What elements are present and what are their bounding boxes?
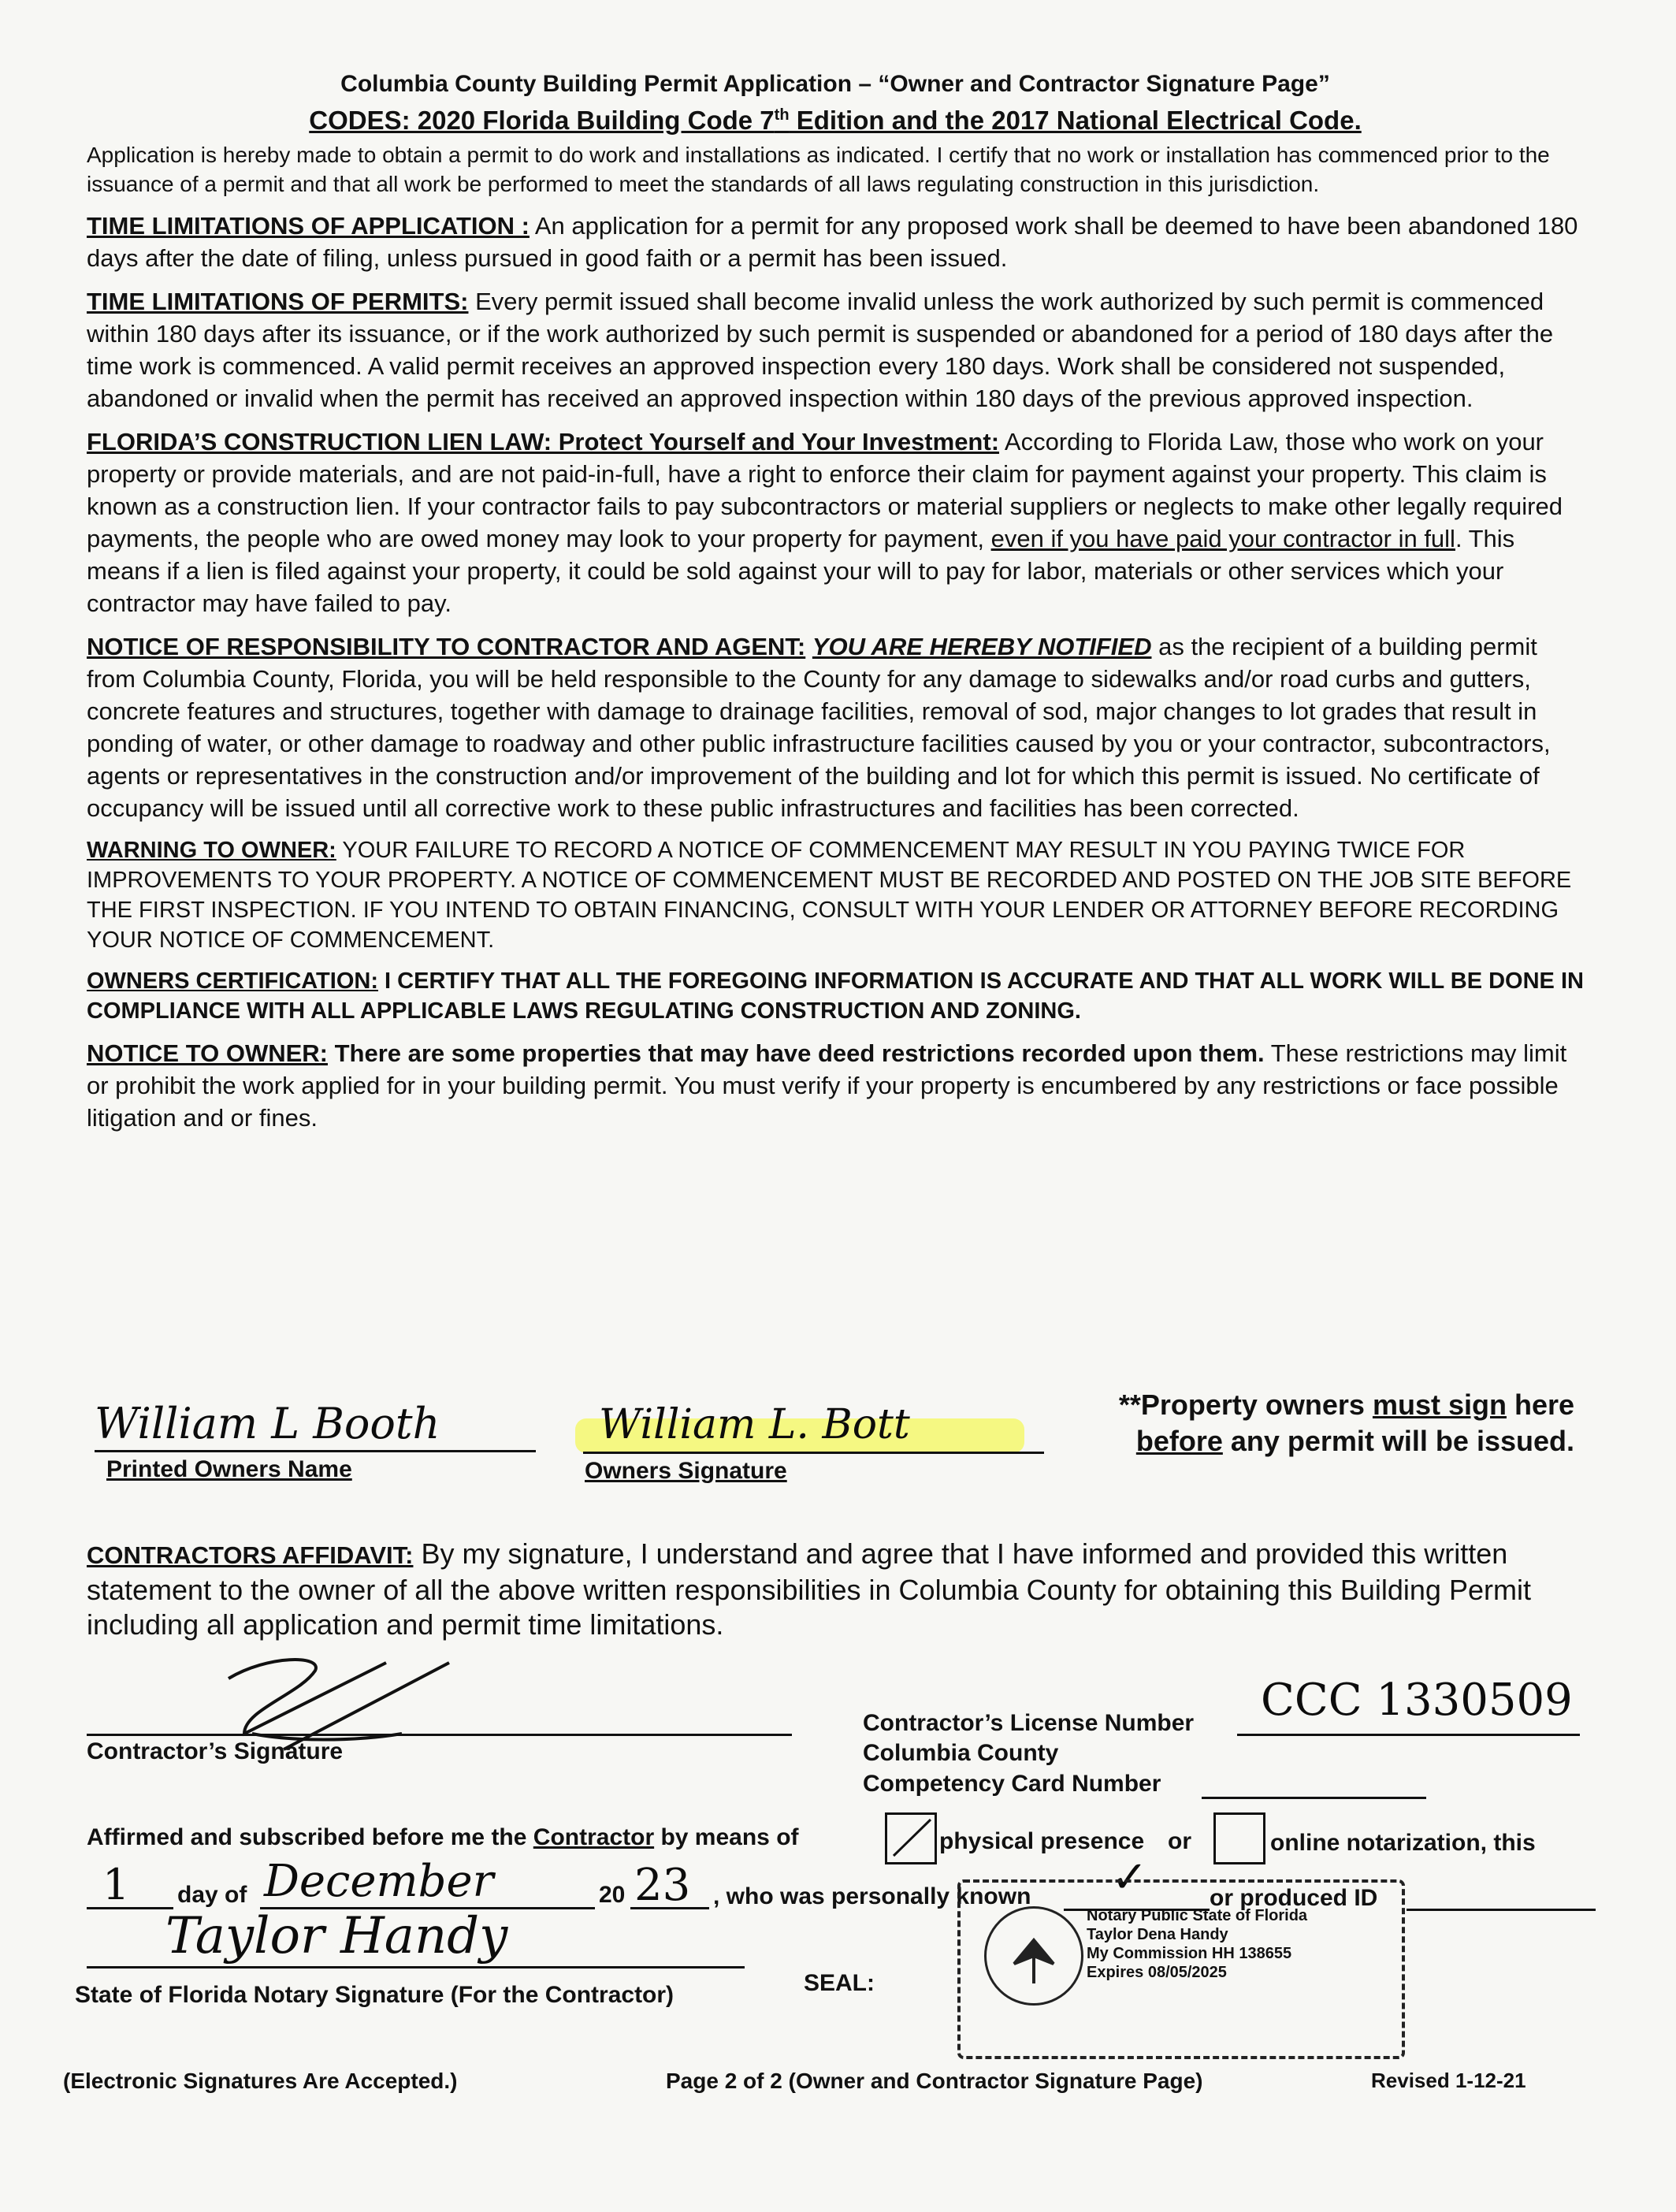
section-text: Every permit issued shall become invalid unless the work authorized by such permit is commenced within 180 days after its issuance, or if the work authorized by such permit is suspended or abandoned for a period of 180 days after the time work is commenced. A valid permit receives an approved inspection every 180 days. Work shall be considered not suspended, abandoned or invalid when the permit has received an approved inspection within 180 days of the previous approved inspection. — [87, 288, 1554, 412]
month-value: December — [264, 1856, 494, 1907]
day-line — [87, 1907, 173, 1909]
printed-owner-name-label: Printed Owners Name — [106, 1456, 352, 1482]
section-heading: CONTRACTORS AFFIDAVIT: — [87, 1541, 414, 1569]
contractor-signature-label: Contractor’s Signature — [87, 1738, 344, 1764]
day-value: 1 — [102, 1860, 130, 1909]
time-limitations-application — [87, 210, 1584, 274]
section-text: An application for a permit for any proposed work shall be deemed to have been abandoned 180 days after the date of filing, unless pursued in good faith or a permit has been issued. — [87, 212, 1578, 272]
intro-paragraph: Application is hereby made to obtain a permit to do work and installations as indicated. I certify that no work or installation has commenced prior to the issuance of a permit and that all work be performed to meet the standards of all laws regulating construction in this jurisdiction. — [87, 143, 1550, 196]
bold-text: There are some properties that may have deed restrictions recorded upon them. — [327, 1039, 1265, 1067]
year-value: 23 — [634, 1860, 691, 1911]
competency-card-label: Competency Card Number — [863, 1771, 1161, 1797]
or-label: or — [1168, 1828, 1191, 1854]
produced-id-line — [1407, 1909, 1596, 1911]
note-text: **Property owners — [1118, 1389, 1373, 1421]
section-heading: TIME LIMITATIONS OF PERMITS: — [87, 288, 469, 315]
italic-notice: YOU ARE HEREBY NOTIFIED — [812, 633, 1152, 660]
physical-presence-label: physical presence — [939, 1828, 1145, 1854]
codes-sup: th — [774, 106, 790, 124]
seal-text — [1087, 1906, 1307, 1982]
affirm-text: by means of — [654, 1824, 799, 1850]
personally-known-value: ✓ — [1111, 1852, 1148, 1903]
printed-owner-name-line — [95, 1450, 536, 1452]
eagle-icon — [987, 1909, 1081, 2003]
online-notarization-checkbox[interactable] — [1213, 1812, 1265, 1864]
competency-card-line — [1202, 1797, 1426, 1799]
owner-signature-line — [583, 1452, 1044, 1454]
section-text: I CERTIFY THAT ALL THE FOREGOING INFORMATION IS ACCURATE AND THAT ALL WORK WILL BE DONE IN COMPLIANCE WITH ALL APPLICABLE LAWS REGULATING CONSTRUCTION AND ZONING. — [87, 968, 1584, 1024]
affirm-underlined: Contractor — [533, 1824, 655, 1850]
notary-signature-label: State of Florida Notary Signature (For the Contractor) — [75, 1982, 674, 2008]
affirm-text: Affirmed and subscribed before me the — [87, 1824, 533, 1850]
seal-label: SEAL: — [804, 1970, 875, 1996]
day-of-label: day of — [177, 1882, 247, 1908]
section-text: According to Florida Law, those who work on your property or provide materials, and are not paid-in-full, have a right to enforce their claim for payment against your property. This claim is known as a construction lien. If your contractor fails to pay subcontractors or material suppliers or neglects to make other legally required payments, the people who are owed money may look to your property for payment, — [87, 428, 1563, 552]
check-slash-icon — [887, 1815, 935, 1862]
notice-of-responsibility — [87, 630, 1584, 824]
footer-page-number: Page 2 of 2 (Owner and Contractor Signature Page) — [666, 2069, 1203, 2093]
section-text: as the recipient of a building permit from Columbia County, Florida, you will be held responsible to the County for any damage to sidewalks and/or road curbs and gutters, concrete features and structures, together with damage to drainage facilities, removal of sod, major changes to lot grades that result in ponding of water, or other damage to roadway and other public infrastructure facilities caused by you or your contractor, subcontractors, agents or representatives in the construction and/or improvement of the building and lot for which this permit is issued. No certificate of occupancy will be issued until all corrective work to these public infrastructures and facilities has been corrected. — [87, 633, 1551, 822]
section-text: YOUR FAILURE TO RECORD A NOTICE OF COMMENCEMENT MAY RESULT IN YOU PAYING TWICE FOR IMPROVEMENTS TO YOUR PROPERTY. A NOTICE OF COMMENCEMENT MUST BE RECORDED AND POSTED ON THE JOB SITE BEFORE THE FIRST INSPECTION. IF YOU INTEND TO OBTAIN FINANCING, CONSULT WITH YOUR LENDER OR ATTORNEY BEFORE RECORDING YOUR NOTICE OF COMMENCEMENT. — [87, 838, 1572, 953]
document-body — [87, 71, 1584, 1145]
owner-signature-label: Owners Signature — [585, 1458, 787, 1484]
seal-line: Notary Public State of Florida — [1087, 1907, 1308, 1924]
section-text: By my signature, I understand and agree that I have informed and provided this written statement to the owner of all the above written responsibilities in Columbia County for obtaining this Building Permit including all application and permit time limitations. — [87, 1537, 1531, 1641]
section-heading: NOTICE OF RESPONSIBILITY TO CONTRACTOR AND AGENT: — [87, 633, 806, 660]
notary-signature-value: Taylor Handy — [165, 1907, 508, 1965]
notary-signature-line — [87, 1966, 745, 1968]
personally-known-label: , who was personally known — [713, 1883, 1031, 1909]
codes-text: CODES: 2020 Florida Building Code 7 — [309, 106, 775, 135]
seal-line: Taylor Dena Handy — [1087, 1926, 1228, 1943]
warning-to-owner — [87, 835, 1584, 955]
physical-presence-checkbox[interactable] — [885, 1812, 937, 1864]
license-number-label: Contractor’s License Number — [863, 1710, 1195, 1736]
underlined-text: even if you have paid your contractor in full — [990, 525, 1455, 552]
section-heading: NOTICE TO OWNER: — [87, 1039, 328, 1067]
note-text: any permit will be issued. — [1222, 1425, 1574, 1457]
seal-emblem-icon — [984, 1906, 1083, 2006]
time-limitations-permits — [87, 285, 1584, 415]
year-line — [630, 1907, 709, 1909]
codes-text-after: Edition and the 2017 National Electrical Code. — [789, 106, 1362, 135]
note-text: here — [1506, 1389, 1574, 1421]
license-number-line — [1237, 1734, 1580, 1736]
license-number-value: CCC 1330509 — [1261, 1675, 1573, 1726]
footer-electronic-signatures: (Electronic Signatures Are Accepted.) — [63, 2069, 458, 2093]
page-title: Columbia County Building Permit Application – “Owner and Contractor Signature Page” — [340, 71, 1330, 97]
contractors-affidavit — [87, 1537, 1584, 1642]
owners-certification — [87, 966, 1584, 1026]
codes-heading — [87, 106, 1584, 136]
section-text: . This means if a lien is filed against your property, it could be sold against your will to pay for labor, materials or other services which your contractor may have failed to pay. — [87, 525, 1515, 617]
note-underlined: before — [1135, 1425, 1223, 1457]
produced-id-label: or produced ID — [1210, 1885, 1378, 1911]
section-heading: TIME LIMITATIONS OF APPLICATION : — [87, 212, 530, 240]
year-prefix: 20 — [599, 1882, 626, 1908]
affirmed-text — [87, 1824, 799, 1851]
county-label: Columbia County — [863, 1740, 1059, 1766]
owner-signature-value: William L. Bott — [599, 1401, 910, 1448]
section-heading: OWNERS CERTIFICATION: — [87, 968, 378, 994]
section-text: These restrictions may limit or prohibit the work applied for in your building permit. You must verify if your property is encumbered by any restrictions or face possible litigation and or fines. — [87, 1039, 1567, 1132]
section-heading: WARNING TO OWNER: — [87, 838, 336, 863]
section-heading: FLORIDA’S CONSTRUCTION LIEN LAW: Protect Yourself and Your Investment: — [87, 428, 1000, 455]
note-underlined: must sign — [1372, 1389, 1507, 1421]
notice-to-owner — [87, 1037, 1584, 1134]
seal-line: Expires 08/05/2025 — [1087, 1964, 1227, 1981]
note-line-2 — [1054, 1423, 1574, 1459]
notary-seal — [957, 1879, 1405, 2059]
printed-owner-name-value: William L Booth — [95, 1399, 440, 1448]
seal-line: My Commission HH 138655 — [1087, 1945, 1292, 1962]
property-owner-note — [1054, 1387, 1574, 1459]
footer-revision: Revised 1-12-21 — [1371, 2069, 1526, 2092]
construction-lien-law — [87, 426, 1584, 619]
online-notarization-label: online notarization, this — [1270, 1830, 1536, 1856]
note-line-1 — [1054, 1387, 1574, 1423]
contractor-signature-line — [87, 1734, 792, 1736]
